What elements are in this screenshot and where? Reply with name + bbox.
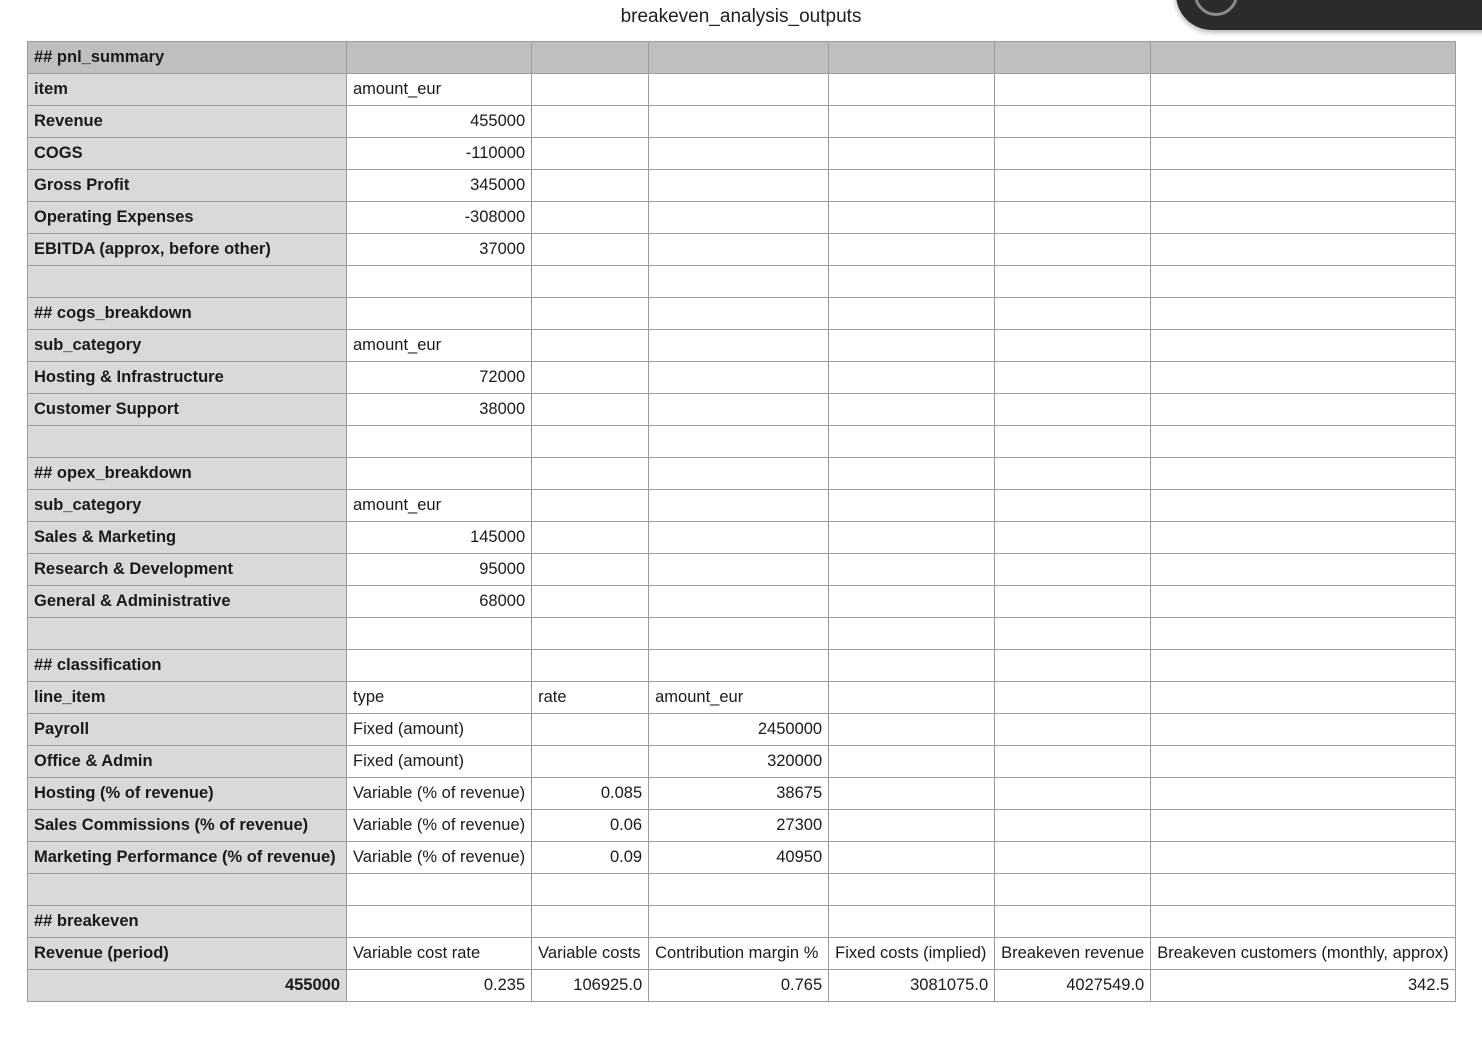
sheet-title: breakeven_analysis_outputs bbox=[620, 6, 862, 27]
table-cell[interactable] bbox=[532, 426, 649, 458]
table-row bbox=[28, 74, 1456, 106]
table-cell[interactable] bbox=[1151, 874, 1456, 906]
table-row bbox=[28, 426, 1456, 458]
row-label-cell[interactable]: ## opex_breakdown bbox=[28, 458, 347, 490]
row-label-cell[interactable]: line_item bbox=[28, 682, 347, 714]
table-cell[interactable] bbox=[995, 746, 1151, 778]
table-cell[interactable]: 68000 bbox=[347, 586, 532, 618]
table-row bbox=[28, 330, 1456, 362]
row-label-cell[interactable] bbox=[28, 618, 347, 650]
row-label-cell[interactable]: Sales & Marketing bbox=[28, 522, 347, 554]
table-cell[interactable] bbox=[829, 458, 995, 490]
table-cell[interactable] bbox=[995, 202, 1151, 234]
row-label-cell[interactable]: Sales Commissions (% of revenue) bbox=[28, 810, 347, 842]
table-cell[interactable] bbox=[649, 490, 829, 522]
table-cell[interactable] bbox=[532, 618, 649, 650]
table-cell[interactable] bbox=[649, 74, 829, 106]
table-cell[interactable] bbox=[347, 458, 532, 490]
table-cell[interactable] bbox=[995, 714, 1151, 746]
table-cell[interactable] bbox=[1151, 554, 1456, 586]
table-cell[interactable] bbox=[995, 394, 1151, 426]
row-label-cell[interactable]: Marketing Performance (% of revenue) bbox=[28, 842, 347, 874]
table-cell[interactable] bbox=[829, 522, 995, 554]
table-cell[interactable] bbox=[1151, 650, 1456, 682]
table-cell[interactable] bbox=[995, 138, 1151, 170]
row-label-cell[interactable] bbox=[28, 266, 347, 298]
table-cell[interactable] bbox=[532, 874, 649, 906]
table-cell[interactable] bbox=[829, 810, 995, 842]
table-cell[interactable]: Breakeven revenue bbox=[995, 938, 1151, 970]
table-cell[interactable] bbox=[649, 234, 829, 266]
table-cell[interactable]: 95000 bbox=[347, 554, 532, 586]
table-cell[interactable] bbox=[649, 458, 829, 490]
table-cell[interactable] bbox=[829, 746, 995, 778]
table-cell[interactable] bbox=[829, 874, 995, 906]
table-cell[interactable] bbox=[829, 618, 995, 650]
table-cell[interactable]: 37000 bbox=[347, 234, 532, 266]
table-cell[interactable]: amount_eur bbox=[649, 682, 829, 714]
table-cell[interactable] bbox=[1151, 778, 1456, 810]
row-label-cell[interactable] bbox=[28, 426, 347, 458]
table-cell[interactable] bbox=[829, 778, 995, 810]
row-label-cell[interactable]: ## pnl_summary bbox=[28, 42, 347, 74]
table-cell[interactable] bbox=[532, 74, 649, 106]
table-cell[interactable]: 72000 bbox=[347, 362, 532, 394]
table-cell[interactable] bbox=[1151, 586, 1456, 618]
table-row bbox=[28, 202, 1456, 234]
table-cell[interactable] bbox=[1151, 522, 1456, 554]
table-cell[interactable]: amount_eur bbox=[347, 490, 532, 522]
row-label-cell[interactable]: Payroll bbox=[28, 714, 347, 746]
table-row bbox=[28, 490, 1456, 522]
table-cell[interactable] bbox=[995, 554, 1151, 586]
table-cell[interactable]: Fixed costs (implied) bbox=[829, 938, 995, 970]
table-row bbox=[28, 842, 1456, 874]
row-label-cell[interactable]: Revenue bbox=[28, 106, 347, 138]
table-cell[interactable] bbox=[995, 458, 1151, 490]
row-label-cell[interactable]: Gross Profit bbox=[28, 170, 347, 202]
table-cell[interactable]: 106925.0 bbox=[532, 970, 649, 1002]
table-cell[interactable] bbox=[1151, 234, 1456, 266]
row-label-cell[interactable]: Customer Support bbox=[28, 394, 347, 426]
row-label-cell[interactable]: ## classification bbox=[28, 650, 347, 682]
circle-icon bbox=[1194, 0, 1238, 16]
table-cell[interactable] bbox=[829, 138, 995, 170]
table-cell[interactable]: Fixed (amount) bbox=[347, 714, 532, 746]
table-row bbox=[28, 906, 1456, 938]
row-label-cell[interactable]: COGS bbox=[28, 138, 347, 170]
table-cell[interactable] bbox=[347, 298, 532, 330]
table-row bbox=[28, 746, 1456, 778]
table-row bbox=[28, 938, 1456, 970]
table-cell[interactable]: -308000 bbox=[347, 202, 532, 234]
table-cell[interactable]: 0.235 bbox=[347, 970, 532, 1002]
table-cell[interactable]: Variable (% of revenue) bbox=[347, 778, 532, 810]
table-cell[interactable] bbox=[1151, 138, 1456, 170]
table-cell[interactable] bbox=[1151, 170, 1456, 202]
table-cell[interactable] bbox=[1151, 714, 1456, 746]
table-cell[interactable] bbox=[829, 490, 995, 522]
table-cell[interactable]: 0.765 bbox=[649, 970, 829, 1002]
table-cell[interactable] bbox=[1151, 618, 1456, 650]
table-row bbox=[28, 170, 1456, 202]
table-cell[interactable] bbox=[829, 266, 995, 298]
table-row bbox=[28, 778, 1456, 810]
table-cell[interactable] bbox=[532, 906, 649, 938]
table-row bbox=[28, 970, 1456, 1002]
table-cell[interactable] bbox=[649, 522, 829, 554]
row-label-cell[interactable]: ## breakeven bbox=[28, 906, 347, 938]
table-cell[interactable] bbox=[347, 874, 532, 906]
table-row bbox=[28, 586, 1456, 618]
table-cell[interactable] bbox=[995, 106, 1151, 138]
table-cell[interactable] bbox=[347, 42, 532, 74]
row-label-cell[interactable]: ## cogs_breakdown bbox=[28, 298, 347, 330]
table-cell[interactable] bbox=[1151, 906, 1456, 938]
row-label-cell[interactable]: Office & Admin bbox=[28, 746, 347, 778]
table-cell[interactable] bbox=[995, 842, 1151, 874]
table-cell[interactable] bbox=[829, 298, 995, 330]
table-cell[interactable] bbox=[532, 138, 649, 170]
table-cell[interactable] bbox=[649, 138, 829, 170]
table-cell[interactable] bbox=[532, 170, 649, 202]
table-cell[interactable] bbox=[1151, 746, 1456, 778]
table-cell[interactable]: 455000 bbox=[347, 106, 532, 138]
table-cell[interactable]: Variable costs bbox=[532, 938, 649, 970]
table-cell[interactable] bbox=[995, 298, 1151, 330]
table-cell[interactable]: 27300 bbox=[649, 810, 829, 842]
table-cell[interactable] bbox=[532, 650, 649, 682]
table-cell[interactable]: rate bbox=[532, 682, 649, 714]
table-cell[interactable] bbox=[1151, 490, 1456, 522]
table-cell[interactable] bbox=[649, 170, 829, 202]
table-cell[interactable] bbox=[649, 202, 829, 234]
table-cell[interactable] bbox=[995, 906, 1151, 938]
table-cell[interactable] bbox=[1151, 42, 1456, 74]
table-cell[interactable] bbox=[829, 586, 995, 618]
table-cell[interactable] bbox=[1151, 842, 1456, 874]
table-row bbox=[28, 618, 1456, 650]
table-cell[interactable] bbox=[829, 682, 995, 714]
table-row bbox=[28, 266, 1456, 298]
table-cell[interactable] bbox=[1151, 74, 1456, 106]
spreadsheet-table bbox=[27, 41, 1456, 1002]
table-cell[interactable] bbox=[347, 906, 532, 938]
row-label-cell[interactable]: Operating Expenses bbox=[28, 202, 347, 234]
table-cell[interactable] bbox=[649, 586, 829, 618]
table-cell[interactable] bbox=[829, 362, 995, 394]
table-cell[interactable]: amount_eur bbox=[347, 330, 532, 362]
table-cell[interactable] bbox=[995, 650, 1151, 682]
table-cell[interactable]: 145000 bbox=[347, 522, 532, 554]
table-cell[interactable] bbox=[649, 330, 829, 362]
table-row bbox=[28, 522, 1456, 554]
row-label-cell[interactable] bbox=[28, 874, 347, 906]
table-cell[interactable] bbox=[829, 42, 995, 74]
table-cell[interactable] bbox=[995, 362, 1151, 394]
table-row bbox=[28, 458, 1456, 490]
table-cell[interactable] bbox=[1151, 426, 1456, 458]
row-label-cell[interactable]: 455000 bbox=[28, 970, 347, 1002]
table-cell[interactable] bbox=[1151, 810, 1456, 842]
table-cell[interactable] bbox=[1151, 266, 1456, 298]
table-cell[interactable] bbox=[1151, 362, 1456, 394]
table-cell[interactable] bbox=[1151, 202, 1456, 234]
table-cell[interactable] bbox=[1151, 330, 1456, 362]
table-cell[interactable] bbox=[995, 330, 1151, 362]
table-row bbox=[28, 42, 1456, 74]
table-cell[interactable] bbox=[829, 714, 995, 746]
table-cell[interactable]: Variable cost rate bbox=[347, 938, 532, 970]
table-cell[interactable] bbox=[829, 906, 995, 938]
table-cell[interactable]: 3081075.0 bbox=[829, 970, 995, 1002]
table-cell[interactable] bbox=[995, 682, 1151, 714]
table-cell[interactable] bbox=[995, 42, 1151, 74]
table-cell[interactable]: Variable (% of revenue) bbox=[347, 842, 532, 874]
table-row bbox=[28, 682, 1456, 714]
table-cell[interactable] bbox=[532, 490, 649, 522]
table-cell[interactable] bbox=[995, 810, 1151, 842]
table-cell[interactable]: amount_eur bbox=[347, 74, 532, 106]
row-label-cell[interactable]: Hosting & Infrastructure bbox=[28, 362, 347, 394]
table-cell[interactable] bbox=[995, 234, 1151, 266]
table-cell[interactable] bbox=[347, 650, 532, 682]
table-cell[interactable] bbox=[829, 202, 995, 234]
table-cell[interactable]: Variable (% of revenue) bbox=[347, 810, 532, 842]
table-cell[interactable] bbox=[649, 106, 829, 138]
table-cell[interactable]: 38675 bbox=[649, 778, 829, 810]
table-row bbox=[28, 106, 1456, 138]
table-cell[interactable] bbox=[829, 106, 995, 138]
table-cell[interactable] bbox=[532, 298, 649, 330]
row-label-cell[interactable]: Revenue (period) bbox=[28, 938, 347, 970]
table-cell[interactable] bbox=[1151, 298, 1456, 330]
table-cell[interactable] bbox=[532, 586, 649, 618]
table-row bbox=[28, 810, 1456, 842]
table-cell[interactable] bbox=[995, 266, 1151, 298]
table-cell[interactable] bbox=[995, 586, 1151, 618]
row-label-cell[interactable]: Hosting (% of revenue) bbox=[28, 778, 347, 810]
table-row bbox=[28, 874, 1456, 906]
table-cell[interactable] bbox=[829, 650, 995, 682]
table-cell[interactable] bbox=[649, 906, 829, 938]
table-cell[interactable] bbox=[532, 458, 649, 490]
table-cell[interactable] bbox=[532, 746, 649, 778]
table-cell[interactable] bbox=[995, 618, 1151, 650]
table-cell[interactable] bbox=[532, 202, 649, 234]
table-cell[interactable] bbox=[995, 170, 1151, 202]
table-cell[interactable] bbox=[1151, 682, 1456, 714]
table-cell[interactable] bbox=[649, 298, 829, 330]
table-cell[interactable] bbox=[829, 170, 995, 202]
table-cell[interactable] bbox=[347, 426, 532, 458]
row-label-cell[interactable]: EBITDA (approx, before other) bbox=[28, 234, 347, 266]
table-row bbox=[28, 234, 1456, 266]
table-cell[interactable] bbox=[649, 650, 829, 682]
table-cell[interactable]: type bbox=[347, 682, 532, 714]
row-label-cell[interactable]: sub_category bbox=[28, 330, 347, 362]
table-cell[interactable] bbox=[829, 330, 995, 362]
row-label-cell[interactable]: sub_category bbox=[28, 490, 347, 522]
table-cell[interactable] bbox=[995, 778, 1151, 810]
table-cell[interactable] bbox=[532, 106, 649, 138]
table-cell[interactable]: 0.09 bbox=[532, 842, 649, 874]
table-cell[interactable] bbox=[1151, 394, 1456, 426]
table-cell[interactable]: 320000 bbox=[649, 746, 829, 778]
table-cell[interactable] bbox=[532, 362, 649, 394]
table-cell[interactable] bbox=[1151, 106, 1456, 138]
window-overlay bbox=[1176, 0, 1482, 30]
table-row bbox=[28, 362, 1456, 394]
table-cell[interactable] bbox=[649, 874, 829, 906]
table-cell[interactable] bbox=[532, 234, 649, 266]
table-cell[interactable] bbox=[829, 426, 995, 458]
table-cell[interactable]: 0.06 bbox=[532, 810, 649, 842]
table-cell[interactable]: 345000 bbox=[347, 170, 532, 202]
table-row bbox=[28, 138, 1456, 170]
table-cell[interactable]: Contribution margin % bbox=[649, 938, 829, 970]
row-label-cell[interactable]: General & Administrative bbox=[28, 586, 347, 618]
table-row bbox=[28, 298, 1456, 330]
table-cell[interactable] bbox=[829, 554, 995, 586]
table-cell[interactable] bbox=[532, 330, 649, 362]
table-cell[interactable] bbox=[829, 842, 995, 874]
table-cell[interactable] bbox=[649, 426, 829, 458]
table-cell[interactable] bbox=[649, 42, 829, 74]
table-cell[interactable] bbox=[532, 266, 649, 298]
table-cell[interactable]: 4027549.0 bbox=[995, 970, 1151, 1002]
table-cell[interactable] bbox=[347, 266, 532, 298]
table-cell[interactable] bbox=[649, 266, 829, 298]
table-cell[interactable] bbox=[829, 394, 995, 426]
table-cell[interactable] bbox=[532, 394, 649, 426]
table-row bbox=[28, 554, 1456, 586]
table-cell[interactable] bbox=[649, 554, 829, 586]
table-cell[interactable]: Fixed (amount) bbox=[347, 746, 532, 778]
table-cell[interactable] bbox=[532, 714, 649, 746]
table-cell[interactable] bbox=[649, 618, 829, 650]
table-cell[interactable] bbox=[532, 522, 649, 554]
table-cell[interactable]: 2450000 bbox=[649, 714, 829, 746]
table-cell[interactable] bbox=[347, 618, 532, 650]
table-cell[interactable]: 40950 bbox=[649, 842, 829, 874]
table-row bbox=[28, 650, 1456, 682]
table-cell[interactable] bbox=[995, 426, 1151, 458]
row-label-cell[interactable]: Research & Development bbox=[28, 554, 347, 586]
table-cell[interactable]: 38000 bbox=[347, 394, 532, 426]
table-cell[interactable] bbox=[1151, 458, 1456, 490]
table-cell[interactable]: 0.085 bbox=[532, 778, 649, 810]
table-cell[interactable] bbox=[995, 74, 1151, 106]
table-cell[interactable] bbox=[829, 234, 995, 266]
table-cell[interactable] bbox=[829, 74, 995, 106]
table-cell[interactable] bbox=[532, 554, 649, 586]
table-row bbox=[28, 394, 1456, 426]
table-row bbox=[28, 714, 1456, 746]
table-cell[interactable]: Breakeven customers (monthly, approx) bbox=[1151, 938, 1456, 970]
table-cell[interactable] bbox=[649, 394, 829, 426]
table-cell[interactable] bbox=[995, 490, 1151, 522]
table-cell[interactable]: 342.5 bbox=[1151, 970, 1456, 1002]
table-cell[interactable] bbox=[532, 42, 649, 74]
table-cell[interactable] bbox=[649, 362, 829, 394]
table-cell[interactable]: -110000 bbox=[347, 138, 532, 170]
table-cell[interactable] bbox=[995, 522, 1151, 554]
table-cell[interactable] bbox=[995, 874, 1151, 906]
row-label-cell[interactable]: item bbox=[28, 74, 347, 106]
